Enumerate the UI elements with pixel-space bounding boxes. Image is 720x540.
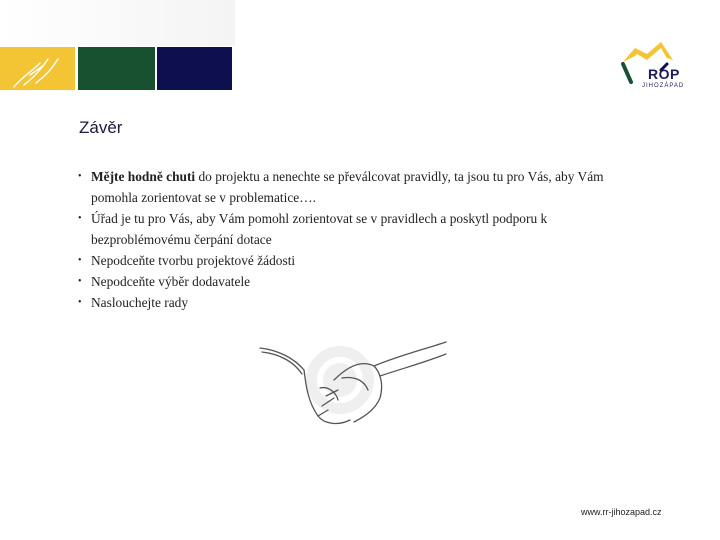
bullet-text: Naslouchejte rady xyxy=(91,295,189,310)
header-gradient xyxy=(0,0,235,46)
bullet-icon: • xyxy=(78,171,82,182)
list-item xyxy=(78,208,638,250)
bullet-icon: • xyxy=(78,255,82,266)
header-bar-green xyxy=(78,47,155,90)
slide-title: Závěr xyxy=(79,118,123,137)
bullet-text: Úřad je tu pro Vás, aby Vám pomohl zorientovat se v pravidlech a poskytl podporu k bezproblémovému čerpání dotace xyxy=(91,211,548,247)
bullet-bold: Mějte hodně chuti xyxy=(91,169,196,184)
bullet-icon: • xyxy=(78,297,82,308)
header-bar-navy xyxy=(157,47,232,90)
header-bar-yellow xyxy=(0,47,75,90)
list-item xyxy=(78,250,638,271)
handshake-icon xyxy=(258,336,448,436)
bullet-list xyxy=(78,166,638,313)
bullet-icon: • xyxy=(78,213,82,224)
list-item xyxy=(78,166,638,208)
bullet-text: do projektu a nenechte se převálcovat pravidly, ta jsou tu pro Vás, aby Vám pomohla zorientovat se v problematice…. xyxy=(91,169,604,205)
bullet-text: Nepodceňte výběr dodavatele xyxy=(91,274,251,289)
logo-subtitle: JIHOZÁPAD xyxy=(642,83,685,89)
list-item xyxy=(78,292,638,313)
logo-name: ROP xyxy=(648,66,680,82)
bullet-text: Nepodceňte tvorbu projektové žádosti xyxy=(91,253,296,268)
bullet-icon: • xyxy=(78,276,82,287)
list-item xyxy=(78,271,638,292)
footer-url: www.rr-jihozapad.cz xyxy=(581,507,662,517)
